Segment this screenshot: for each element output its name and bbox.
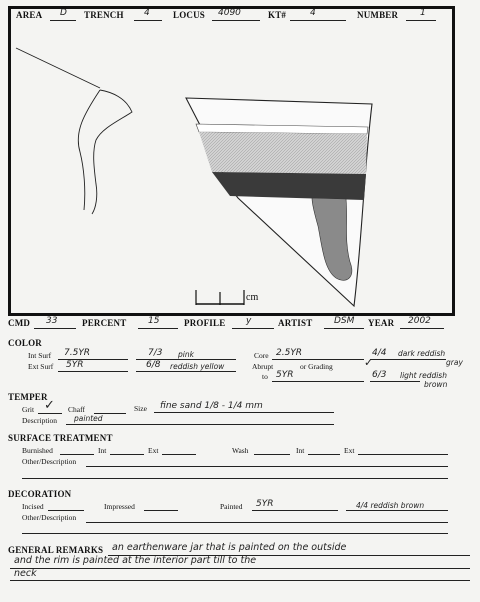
impressed-line [144,510,178,511]
area-value: D [60,8,67,18]
size-label: Size [134,404,147,413]
kt-label: KT# [268,10,287,20]
remarks-section-title: GENERAL REMARKS [8,545,104,555]
grit-check: ✓ [44,398,55,413]
number-label: NUMBER [357,10,399,20]
rim-sketch [78,90,132,214]
core-desc-2: gray [446,358,463,367]
surface-other-line [86,466,448,467]
remarks-rule-2 [10,568,470,569]
number-value: 1 [420,8,426,18]
int-surf-value: 7.5YR [64,348,91,358]
decoration-other-label: Other/Description [22,513,77,522]
size-value: fine sand 1/8 - 1/4 mm [160,401,263,411]
int-surf-code: 7/3 [148,348,163,358]
surface-extra-line [22,478,448,479]
to-value: 5YR [276,370,294,380]
grit-label: Grit [22,405,35,414]
burnished-line [60,454,94,455]
burnished-int-line [110,454,144,455]
wash-ext-label: Ext [344,446,355,455]
rim-diameter-line [16,48,100,88]
chaff-label: Chaff [68,405,85,414]
band-mid [199,132,367,174]
remarks-line-1: an earthenware jar that is painted on the outside [112,542,347,553]
size-line [154,412,334,413]
painted-value: 5YR [256,499,274,509]
incised-line [48,510,84,511]
ext-surf-desc-line [136,371,236,372]
description-line [66,424,334,425]
painted-label: Painted [220,502,243,511]
ext-surf-desc: reddish yellow [170,362,225,371]
painted-line [252,510,338,511]
decoration-extra-line [22,533,448,534]
painted-desc-line [346,510,448,511]
profile-line [232,328,274,329]
grading-check: ✓ [364,356,374,369]
locus-value: 4090 [218,8,241,18]
surface-section-title: SURFACE TREATMENT [8,433,113,443]
core-label: Core [254,351,269,360]
abrupt-label: Abrupt [252,362,274,371]
ext-surf-label: Ext Surf [28,362,54,371]
area-label: AREA [16,10,43,20]
wash-label: Wash [232,446,249,455]
cmd-line [34,328,76,329]
percent-line [138,328,178,329]
artist-value: DSM [334,316,355,326]
artist-label: ARTIST [278,318,313,328]
profile-label: PROFILE [184,318,226,328]
ext-surf-line [58,371,128,372]
wash-int-line [308,454,340,455]
wash-int-label: Int [296,446,305,455]
decoration-section-title: DECORATION [8,489,72,499]
locus-label: LOCUS [173,10,206,20]
kt-value: 4 [310,8,316,18]
int-surf-desc: pink [178,350,194,359]
trench-value: 4 [144,8,150,18]
core-desc-1: dark reddish [398,349,446,358]
grit-line [38,413,62,414]
burnished-label: Burnished [22,446,53,455]
cmd-value: 33 [46,316,58,326]
painted-desc: 4/4 reddish brown [356,501,425,510]
wash-ext-line [358,454,448,455]
to-label: to [262,372,268,381]
remarks-line-3: neck [14,568,37,579]
grading-label: or Grading [300,362,333,371]
description-value: painted [74,414,103,423]
core-line [272,359,364,360]
to-code: 6/3 [372,370,387,380]
burnished-int-label: Int [98,446,107,455]
impressed-label: Impressed [104,502,135,511]
year-label: YEAR [368,318,395,328]
decoration-other-line [86,522,448,523]
to-desc-line [370,381,420,382]
burnished-ext-label: Ext [148,446,159,455]
to-desc-2: brown [424,380,448,389]
incised-label: Incised [22,502,44,511]
band-dark [212,172,366,200]
wash-line [254,454,290,455]
percent-label: PERCENT [82,318,127,328]
color-section-title: COLOR [8,338,43,348]
core-value: 2.5YR [276,348,303,358]
ext-surf-value: 5YR [66,360,84,370]
ext-surf-code: 6/8 [146,360,161,370]
core-desc-line [370,359,446,360]
artist-line [324,328,364,329]
trench-label: TRENCH [84,10,124,20]
core-code: 4/4 [372,348,387,358]
to-line [272,381,364,382]
int-surf-label: Int Surf [28,351,52,360]
burnished-ext-line [162,454,196,455]
percent-value: 15 [148,316,160,326]
remarks-line-2: and the rim is painted at the interior part till to the [14,555,257,566]
year-line [400,328,444,329]
cmd-label: CMD [8,318,31,328]
surface-other-label: Other/Description [22,457,77,466]
description-label: Description [22,416,57,425]
profile-value: y [246,316,252,326]
remarks-rule-3 [10,580,470,581]
scale-label: cm [246,292,259,303]
temper-section-title: TEMPER [8,392,48,402]
to-desc-1: light reddish [400,371,447,380]
year-value: 2002 [408,316,431,326]
